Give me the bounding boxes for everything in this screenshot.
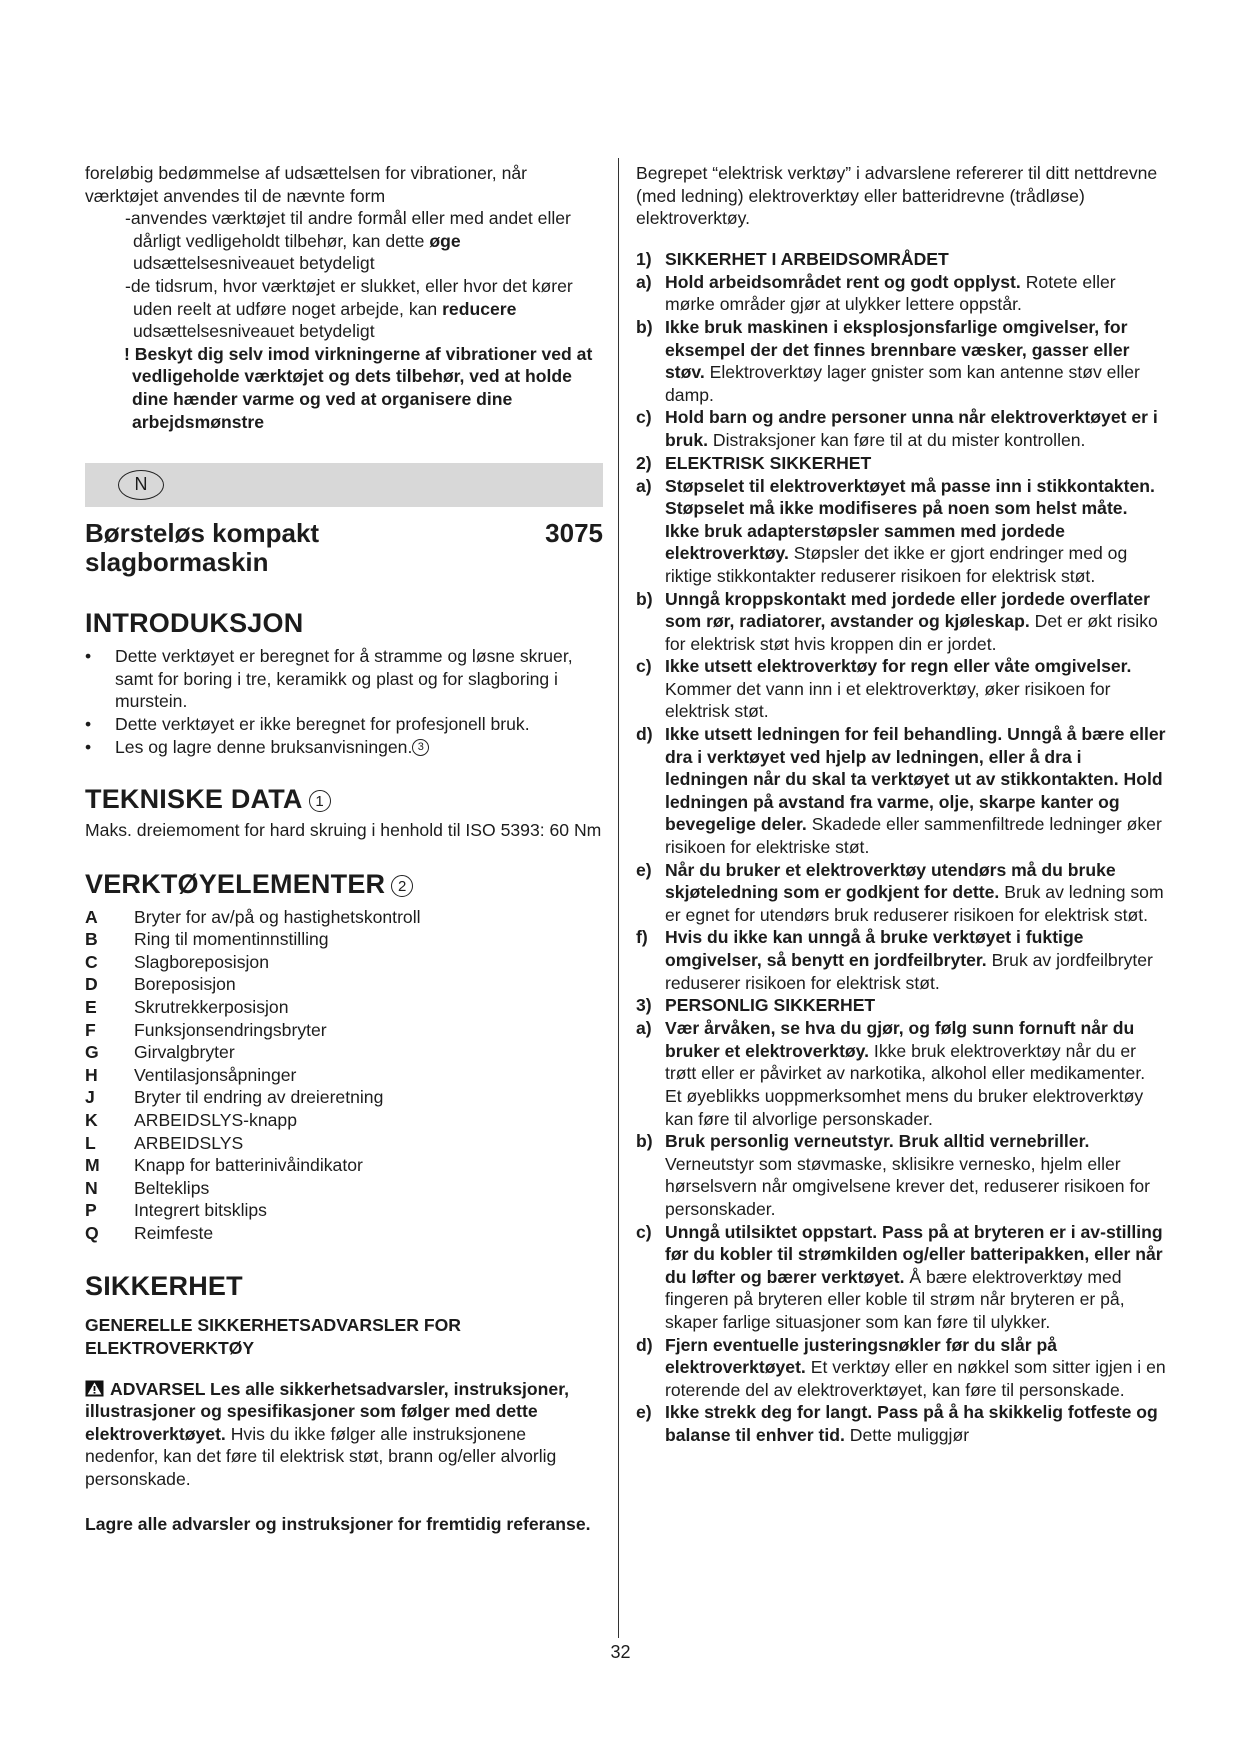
tech-data-text: Maks. dreiemoment for hard skruing i henhold til ISO 5393: 60 Nm bbox=[85, 820, 602, 841]
safety-item: a) Vær årvåken, se hva du gjør, og følg sunn fornuft når du bruker et elektroverktøy. Ikke bruk elektroverktøy når du er trøtt eller er påvirket av narkotika, alkohol eller medikamenter. Et øyeblikks uoppmerksomhet mens du bruker elektroverktøy kan føre til alvorlige personskader. bbox=[636, 1018, 1146, 1129]
product-title-row bbox=[85, 519, 603, 577]
list-item: P Integrert bitsklips bbox=[85, 1200, 267, 1221]
tool-definition: Begrepet “elektrisk verktøy” i advarslene refererer til ditt nettdrevne (med ledning) elektroverktøy eller batteridrevne (trådløse) elektroverktøy. bbox=[636, 163, 1158, 229]
vibration-intro-line: værktøjet anvendes til de nævnte form bbox=[85, 185, 386, 206]
safety-item: a) Hold arbeidsområdet rent og godt opplyst. Rotete eller mørke områder gjør at ulykker lettere oppstår. bbox=[636, 271, 1116, 315]
list-item: D Boreposisjon bbox=[85, 974, 236, 995]
page-number: 32 bbox=[610, 1642, 631, 1662]
safety-item: e) Ikke strekk deg for langt. Pass på å ha skikkelig fotfeste og balanse til enhver tid. Dette muliggjør bbox=[636, 1402, 1158, 1445]
column-divider bbox=[618, 158, 619, 1638]
list-item: A Bryter for av/på og hastighetskontroll bbox=[85, 906, 421, 927]
vibration-intro-line: foreløbig bedømmelse af udsættelsen for vibrationer, når bbox=[85, 163, 528, 183]
list-item: H Ventilasjonsåpninger bbox=[85, 1064, 297, 1085]
intro-heading: INTRODUKSJON bbox=[85, 608, 304, 639]
section-heading: 1) SIKKERHET I ARBEIDSOMRÅDET bbox=[636, 248, 949, 269]
safety-item: b) Unngå kroppskontakt med jordede eller jordede overflater som rør, radiatorer, avstander og kjøleskap. Det er økt risiko for elektrisk støt hvis kroppen din er jordet. bbox=[636, 588, 1158, 654]
list-item: B Ring til momentinnstilling bbox=[85, 929, 329, 950]
list-item: • Dette verktøyet er beregnet for å stramme og løsne skruer, samt for boring i tre, keramikk og plast og for slagboring i murstein. bbox=[85, 645, 603, 713]
list-item: N Belteklips bbox=[85, 1177, 210, 1198]
figure-ref-3: 3 bbox=[412, 739, 429, 756]
list-item: G Girvalgbryter bbox=[85, 1042, 235, 1063]
tech-data-heading: TEKNISKE DATA 1 bbox=[85, 783, 603, 815]
safety-item: c) Ikke utsett elektroverktøy for regn eller våte omgivelser. Kommer det vann inn i et elektroverktøy, øker risikoen for elektrisk støt. bbox=[636, 656, 1132, 722]
safety-item: b) Ikke bruk maskinen i eksplosjonsfarlige omgivelser, for eksempel der det finnes brennbare væsker, gasser eller støv. Elektroverktøy lager gnister som kan antenne støv eller damp. bbox=[636, 316, 1140, 405]
safety-sections bbox=[636, 248, 1166, 1447]
figure-ref-2: 2 bbox=[391, 875, 413, 897]
safety-item: e) Når du bruker et elektroverktøy utendørs må du bruke skjøteledning som er godkjent for dette. Bruk av ledning som er egnet for utendørs bruk reduserer risikoen for elektrisk støt. bbox=[636, 859, 1164, 925]
section-heading: 2) ELEKTRISK SIKKERHET bbox=[636, 452, 872, 473]
safety-item: b) Bruk personlig verneutstyr. Bruk alltid vernebriller. Verneutstyr som støvmaske, sklisikre vernesko, hjelm eller hørselsvern når omgivelsene krever det, reduserer risikoen for personskader. bbox=[636, 1131, 1151, 1219]
list-item: F Funksjonsendringsbryter bbox=[85, 1019, 327, 1040]
list-item: E Skrutrekkerposisjon bbox=[85, 997, 289, 1018]
vibration-warning: ! Beskyt dig selv imod virkningerne af vibrationer ved at vedligeholde værktøjet og dets tilbehør, ved at holde dine hænder varme og ved at organisere dine arbejdsmønstre bbox=[124, 343, 593, 432]
section-heading: 3) PERSONLIG SIKKERHET bbox=[636, 995, 876, 1016]
list-item: • Dette verktøyet er ikke beregnet for profesjonell bruk. bbox=[85, 713, 603, 736]
safety-item: d) Fjern eventuelle justeringsnøkler før du slår på elektroverktøyet. Et verktøy eller en nøkkel som sitter igjen i en roterende del av elektroverktøyet, kan føre til personskade. bbox=[636, 1334, 1166, 1400]
language-badge: N bbox=[118, 470, 164, 500]
safety-item: a) Støpselet til elektroverktøyet må passe inn i stikkontakten. Støpselet må ikke modifiseres på noen som helst måte. Ikke bruk adapterstøpsler sammen med jordede elektroverktøy. Støpsler det ikke er gjort endringer med og riktige stikkontakter reduserer risikoen for elektrisk støt. bbox=[636, 475, 1155, 586]
general-warnings-heading: GENERELLE SIKKERHETSADVARSLER FOR ELEKTROVERKTØY bbox=[85, 1314, 462, 1358]
language-bar bbox=[85, 463, 603, 507]
warning-paragraph: ADVARSEL Les alle sikkerhetsadvarsler, instruksjoner, illustrasjoner og spesifikasjoner som følger med dette elektroverktøyet. Hvis du ikke følger alle instruksjonene nedenfor, kan det føre til elektrisk støt, brann og/eller alvorlig personskade. bbox=[85, 1378, 569, 1489]
list-item: M Knapp for batterinivåindikator bbox=[85, 1155, 363, 1176]
list-item: J Bryter til endring av dreieretning bbox=[85, 1087, 384, 1108]
list-item: • Les og lagre denne bruksanvisningen. 3 bbox=[85, 736, 603, 759]
safety-item: c) Hold barn og andre personer unna når elektroverktøyet er i bruk. Distraksjoner kan føre til at du mister kontrollen. bbox=[636, 407, 1158, 450]
model-number: 3075 bbox=[545, 518, 603, 549]
safety-heading: SIKKERHET bbox=[85, 1270, 243, 1301]
elements-heading: VERKTØYELEMENTER 2 bbox=[85, 868, 603, 900]
vibration-dash-item: -de tidsrum, hvor værktøjet er slukket, eller hvor det kører uden reelt at udføre noget arbejde, kan reducere udsættelsesniveauet betydeligt bbox=[125, 275, 573, 342]
right-column bbox=[636, 162, 1166, 1446]
left-column bbox=[85, 162, 603, 1535]
list-item: C Slagboreposisjon bbox=[85, 951, 269, 972]
list-item: L ARBEIDSLYS bbox=[85, 1132, 244, 1153]
vibration-dash-item: -anvendes værktøjet til andre formål eller med andet eller dårligt vedligeholdt tilbehør, kan dette øge udsættelsesniveauet betydeligt bbox=[125, 208, 571, 274]
intro-list bbox=[85, 645, 603, 758]
safety-item: c) Unngå utilsiktet oppstart. Pass på at bryteren er i av-stilling før du kobler til strømkilden og/eller batteripakken, eller når du løfter og bærer verktøyet. Å bære elektroverktøy med fingeren på bryteren eller koble til strøm når bryteren er på, skaper farlige situasjoner som kan føre til ulykker. bbox=[636, 1221, 1163, 1332]
product-title: Børsteløs kompakt slagbormaskin bbox=[85, 518, 320, 578]
save-instructions: Lagre alle advarsler og instruksjoner for fremtidig referanse. bbox=[85, 1513, 591, 1534]
warning-icon bbox=[85, 1380, 104, 1397]
elements-list bbox=[85, 906, 603, 1245]
list-item: K ARBEIDSLYS-knapp bbox=[85, 1110, 297, 1131]
safety-item: d) Ikke utsett ledningen for feil behandling. Unngå å bære eller dra i verktøyet ved hjelp av ledningen, eller å dra i ledningen når du skal ta verktøyet ut av stikkontakten. Hold ledningen på avstand fra varme, olje, skarpe kanter og bevegelige deler. Skadede eller sammenfiltrede ledninger øker risikoen for elektriske støt. bbox=[636, 724, 1166, 858]
figure-ref-1: 1 bbox=[309, 790, 331, 812]
safety-item: f) Hvis du ikke kan unngå å bruke verktøyet i fuktige omgivelser, så benytt en jordfeilbryter. Bruk av jordfeilbryter reduserer risikoen for elektrisk støt. bbox=[636, 927, 1153, 993]
list-item: Q Reimfeste bbox=[85, 1223, 214, 1243]
